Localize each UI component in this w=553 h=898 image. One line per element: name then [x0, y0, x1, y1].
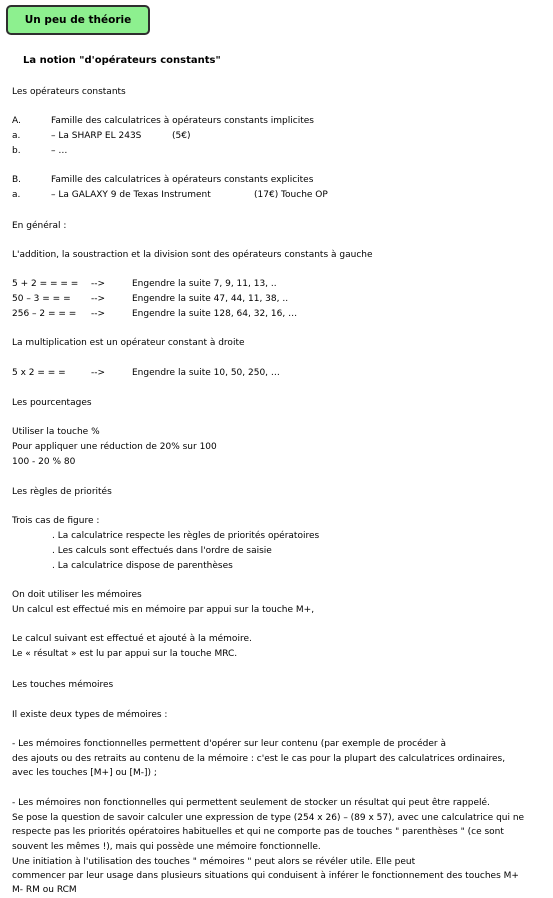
section-badge: [6, 5, 150, 35]
pourcentages-line: Utiliser la touche %: [12, 427, 100, 437]
pourcentages-line: Pour appliquer une réduction de 20% sur 100: [12, 442, 217, 452]
memoires-paragraph-line: des ajouts ou des retraits au contenu de la mémoire : c'est le cas pour la plupart des calculatrices ordinaires,: [12, 754, 506, 764]
memoires-paragraph-line: souvent les mêmes !), mais qui possède une mémoire fonctionnelle.: [12, 842, 321, 852]
priorites-title: Les règles de priorités: [12, 487, 112, 497]
general-title: En général :: [12, 221, 67, 231]
list-item: – La SHARP EL 243S: [51, 131, 142, 141]
memoires-paragraph-line: - Les mémoires fonctionnelles permettent d'opérer sur leur contenu (par exemple de procéder à: [12, 739, 446, 749]
example-arrow: -->: [91, 279, 106, 289]
list-item-price: (5€): [172, 131, 191, 141]
general-droite: La multiplication est un opérateur constant à droite: [12, 338, 245, 348]
memoires-line: On doit utiliser les mémoires: [12, 590, 142, 600]
memoires-paragraph-line: avec les touches [M+] ou [M-]) ;: [12, 768, 157, 778]
list-letter: A.: [12, 116, 21, 126]
example-expr: 256 – 2 = = =: [12, 309, 77, 319]
list-letter: b.: [12, 146, 21, 156]
list-item: – …: [51, 146, 68, 156]
memoires-paragraph-line: commencer par leur usage dans plusieurs situations qui conduisent à inférer le fonctionnement des touches M+: [12, 871, 519, 881]
list-item-price: (17€) Touche OP: [254, 190, 328, 200]
example-result: Engendre la suite 47, 44, 11, 38, ..: [132, 294, 289, 304]
example-arrow: -->: [91, 294, 106, 304]
priorites-intro: Trois cas de figure :: [12, 516, 100, 526]
example-expr: 5 + 2 = = = =: [12, 279, 79, 289]
list-item: Famille des calculatrices à opérateurs constants explicites: [51, 175, 314, 185]
priorites-case: . La calculatrice respecte les règles de priorités opératoires: [52, 531, 320, 541]
memoires-types: Il existe deux types de mémoires :: [12, 710, 168, 720]
priorites-case: . Les calculs sont effectués dans l'ordre de saisie: [52, 546, 272, 556]
example-result: Engendre la suite 7, 9, 11, 13, ..: [132, 279, 277, 289]
memoires-line: Le calcul suivant est effectué et ajouté à la mémoire.: [12, 634, 252, 644]
memoires-paragraph-line: Une initiation à l'utilisation des touches " mémoires " peut alors se révéler utile. Elle peut: [12, 857, 416, 867]
example-expr: 5 x 2 = = =: [12, 368, 66, 378]
memoires-paragraph-line: M- RM ou RCM: [12, 885, 77, 895]
list-item: Famille des calculatrices à opérateurs constants implicites: [51, 116, 314, 126]
example-result: Engendre la suite 128, 64, 32, 16, …: [132, 309, 298, 319]
example-result: Engendre la suite 10, 50, 250, …: [132, 368, 280, 378]
page-subtitle: La notion "d'opérateurs constants": [23, 55, 221, 66]
example-arrow: -->: [91, 309, 106, 319]
list-letter: B.: [12, 175, 22, 185]
memoires-paragraph-line: respecte pas les priorités opératoires habituelles et qui ne comporte pas de touches " parenthèses " (ce sont: [12, 827, 504, 837]
memoires-paragraph-line: - Les mémoires non fonctionnelles qui permettent seulement de stocker un résultat qui peut être rappelé.: [12, 798, 490, 808]
memoires-line: Un calcul est effectué mis en mémoire par appui sur la touche M+,: [12, 605, 315, 615]
priorites-case: . La calculatrice dispose de parenthèses: [52, 561, 233, 571]
memoires-line: Le « résultat » est lu par appui sur la touche MRC.: [12, 649, 238, 659]
list-letter: a.: [12, 131, 21, 141]
example-expr: 50 – 3 = = =: [12, 294, 71, 304]
operateurs-title: Les opérateurs constants: [12, 87, 126, 97]
list-item: – La GALAXY 9 de Texas Instrument: [51, 190, 211, 200]
general-gauche: L'addition, la soustraction et la division sont des opérateurs constants à gauche: [12, 250, 373, 260]
memoires-paragraph-line: Se pose la question de savoir calculer une expression de type (254 x 26) – (89 x 57), avec une calculatrice qui ne: [12, 813, 525, 823]
example-arrow: -->: [91, 368, 106, 378]
pourcentages-line: 100 - 20 % 80: [12, 457, 76, 467]
section-badge-label: Un peu de théorie: [24, 14, 132, 26]
memoires-title: Les touches mémoires: [12, 680, 114, 690]
pourcentages-title: Les pourcentages: [12, 398, 92, 408]
list-letter: a.: [12, 190, 21, 200]
